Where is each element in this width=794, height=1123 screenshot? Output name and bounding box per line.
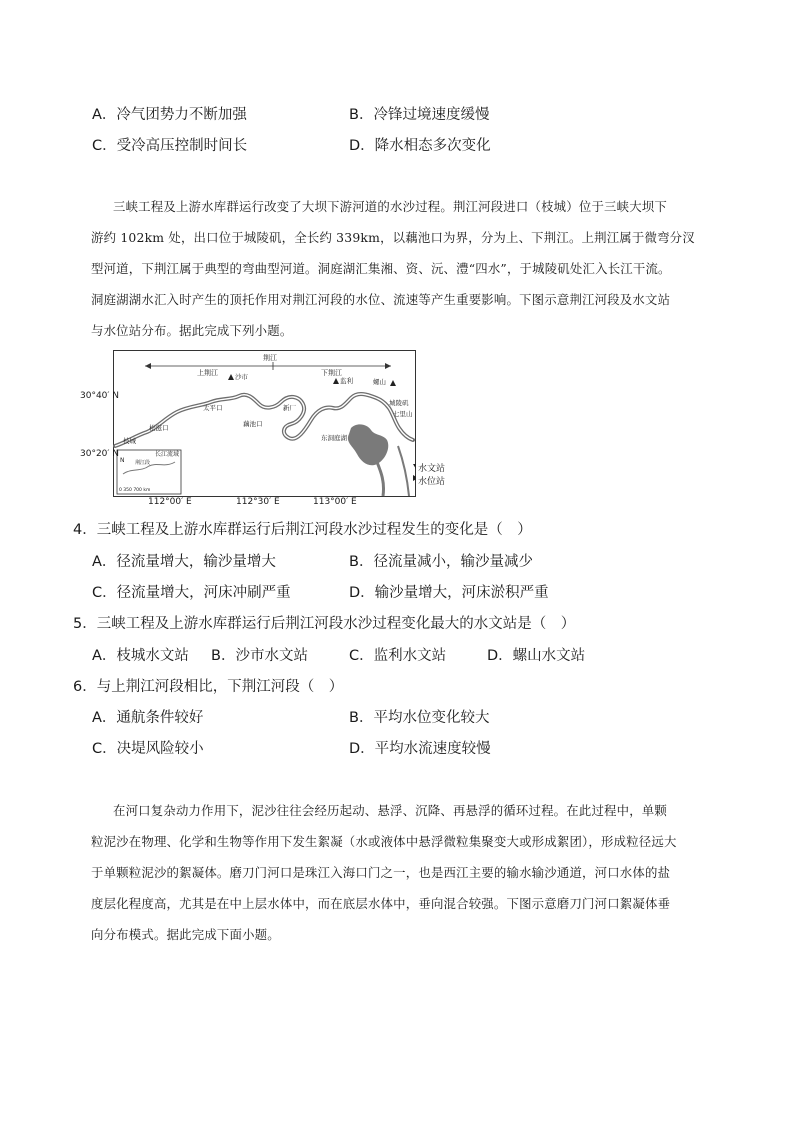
label-upper: 上荆江 — [197, 369, 218, 377]
passage-line: 洞庭湖湖水汇入时产生的顶托作用对荆江河段的水位、流速等产生重要影响。下图示意荆江河段及水文站 — [91, 292, 671, 307]
passage-line: 三峡工程及上游水库群运行改变了大坝下游河道的水沙过程。荆江河段进口（枝城）位于三峡大坝下 — [113, 199, 667, 214]
passage-line: 在河口复杂动力作用下，泥沙往往会经历起动、悬浮、沉降、再悬浮的循环过程。在此过程中，单颗 — [113, 803, 667, 818]
option-d: D．平均水流速度较慢 — [349, 741, 491, 757]
question-4: 4．三峡工程及上游水库群运行后荆江河段水沙过程发生的变化是（ ） — [73, 522, 532, 538]
lon-label-1: 112°00′ E — [148, 497, 192, 507]
passage-line: 于单颗粒泥沙的絮凝体。磨刀门河口是珠江入海口门之一，也是西江主要的输水输沙通道，河口水体的盐 — [91, 865, 671, 880]
inset-title: 长江流域 — [155, 451, 180, 458]
passage-line: 向分布模式。据此完成下面小题。 — [91, 927, 280, 942]
label-ouchikou: 藕池口 — [243, 420, 263, 428]
option-d: D．降水相态多次变化 — [349, 138, 491, 154]
label-taipingkou: 太平口 — [203, 404, 223, 412]
question-5: 5．三峡工程及上游水库群运行后荆江河段水沙过程变化最大的水文站是（ ） — [73, 616, 576, 632]
option-c: C．径流量增大，河床冲刷严重 — [92, 585, 291, 601]
label-dongting: 东洞庭湖 — [321, 434, 347, 442]
label-xinchang: 新厂 — [283, 404, 296, 412]
legend-level-text: 水位站 — [418, 477, 446, 487]
option-c: C．监利水文站 — [349, 648, 447, 664]
label-jingjiang: 荆江 — [263, 354, 277, 362]
label-jianli: 监利 — [340, 377, 353, 385]
lat-label-2: 30°20′ N — [80, 449, 120, 459]
option-b: B．平均水位变化较大 — [349, 710, 490, 726]
label-zhicheng: 枝城 — [123, 437, 136, 445]
option-d: D．输沙量增大，河床淤积严重 — [349, 585, 549, 601]
passage-line: 型河道，下荆江属于典型的弯曲型河道。洞庭湖汇集湘、资、沅、澧“四水”，于城陵矶处汇入长江干流。 — [91, 261, 671, 276]
option-d: D．螺山水文站 — [487, 648, 586, 664]
label-qilishan: 七里山 — [393, 410, 413, 418]
option-b: B．径流量减小，输沙量减少 — [349, 554, 533, 570]
passage-line: 与水位站分布。据此完成下列小题。 — [91, 323, 293, 338]
option-b: B．沙市水文站 — [211, 648, 308, 664]
inset-area: 荆江段 — [135, 460, 151, 466]
passage-line: 粒泥沙在物理、化学和生物等作用下发生絮凝（水或液体中悬浮微粒集聚变大或形成絮团），形成粒径远大 — [91, 834, 677, 849]
label-lower: 下荆江 — [321, 369, 342, 377]
label-shashi: 沙市 — [235, 373, 248, 381]
lon-label-3: 113°00′ E — [313, 497, 357, 507]
option-c: C．受冷高压控制时间长 — [92, 138, 248, 154]
option-a: A．通航条件较好 — [92, 710, 204, 726]
lat-label-1: 30°40′ N — [80, 391, 120, 401]
inset-north: N — [120, 457, 125, 464]
inset-scale: 0 350 700 km — [119, 488, 151, 493]
label-chenglingji: 城陵矶 — [389, 399, 409, 407]
option-b: B．冷锋过境速度缓慢 — [349, 107, 490, 123]
option-a: A．枝城水文站 — [92, 648, 189, 664]
legend-hydro-text: 水文站 — [418, 464, 446, 474]
label-songzikou: 松滋口 — [149, 424, 169, 432]
jingjiang-map — [113, 350, 416, 497]
lon-label-2: 112°30′ E — [236, 497, 280, 507]
option-c: C．决堤风险较小 — [92, 741, 204, 757]
label-luoshan: 螺山 — [373, 378, 386, 386]
question-6: 6．与上荆江河段相比，下荆江河段（ ） — [73, 679, 344, 695]
passage-line: 游约 102km 处，出口位于城陵矶，全长约 339km，以藕池口为界，分为上、下荆江。上荆江属于微弯分汊 — [91, 230, 695, 245]
passage-line: 度层化程度高，尤其是在中上层水体中，而在底层水体中，垂向混合较强。下图示意磨刀门河口絮凝体垂 — [91, 896, 671, 911]
option-a: A．冷气团势力不断加强 — [92, 107, 247, 123]
option-a: A．径流量增大，输沙量增大 — [92, 554, 276, 570]
